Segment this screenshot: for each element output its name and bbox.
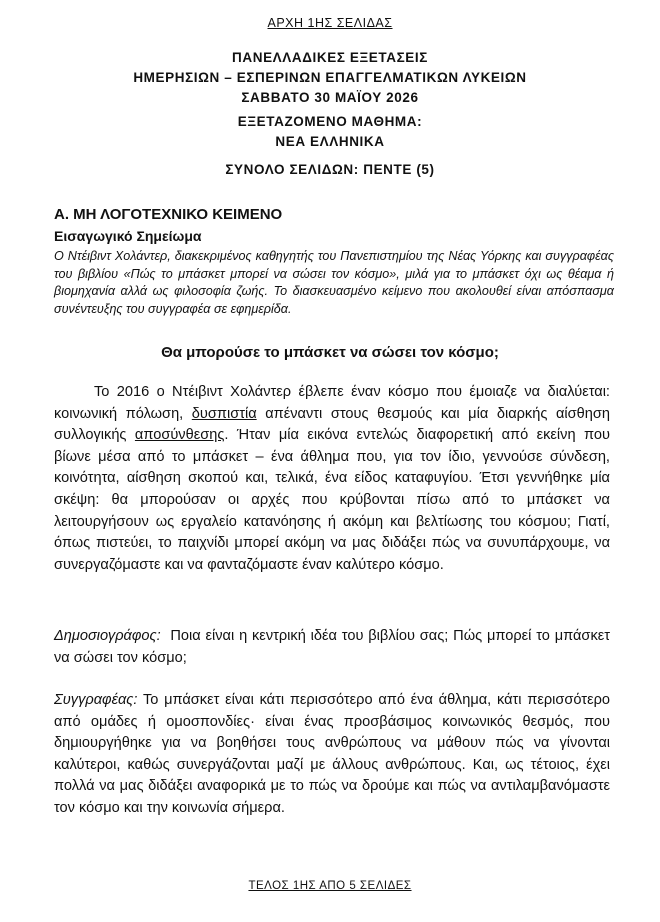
page-start-marker — [0, 16, 660, 30]
underlined-word-decomposition: αποσύνθεσης — [134, 427, 225, 444]
article-paragraph-1 — [54, 382, 610, 576]
section-title: Α. ΜΗ ΛΟΓΟΤΕΧΝΙΚΟ ΚΕΙΜΕΝΟ — [54, 206, 283, 223]
exam-date: ΣΑΒΒΑΤΟ 30 ΜΑΪΟΥ 2026 — [241, 90, 419, 105]
interview-question — [54, 626, 610, 669]
underlined-word-distrust: δυσπιστία — [191, 405, 257, 422]
paragraph-text: . Ήταν μία εικόνα εντελώς διαφορετική από εκείνη που βίωνε μέσα από το μπάσκετ – ένα άθλημα που, για τον ίδιο, γεννούσε σύνδεση, κοινότητα, αίσθηση σκοπού και, τελικά, ένα είδος καταφυγίου. Έτσι γεννήθηκε μία σκέψη: θα μπορούσαν οι αρχές που κρύβονται πίσω από το μπάσκετ να λειτουργήσουν ως εργαλείο κατανόησης ή ακόμη και βελτίωσης του κόσμου; Γιατί, όπως πιστεύει, το παιχνίδι μπορεί ακόμη να μας διδάξει πώς να συνυπάρχουμε, να συνεργαζόμαστε και να φανταζόμαστε έναν καλύτερο κόσμο. — [54, 427, 610, 573]
subject-name: ΝΕΑ ΕΛΛΗΝΙΚΑ — [275, 134, 385, 149]
page-end-text: ΤΕΛΟΣ 1ΗΣ ΑΠΟ 5 ΣΕΛΙΔΕΣ — [248, 880, 412, 892]
page-start-text: ΑΡΧΗ 1ΗΣ ΣΕΛΙΔΑΣ — [267, 16, 393, 30]
answer-text: Το μπάσκετ είναι κάτι περισσότερο από ένα άθλημα, κάτι περισσότερο από ομάδες ή ομοσπονδίες· είναι ένας προσβάσιμος κοινωνικός θεσμός, που δημιουργήθηκε για να βοηθήσει τους ανθρώπους να μάθουν πώς να γίνονται καλύτεροι, καθώς συνεργάζονται μαζί με άλλους ανθρώπους. Και, ως τέτοιος, έχει πολλά να μας διδάξει αναφορικά με το πώς να δρούμε και πώς να αντιλαμβανόμαστε τον κόσμο και την κοινωνία σήμερα. — [54, 692, 610, 816]
subject-heading — [0, 112, 660, 152]
speaker-author: Συγγραφέας: — [54, 692, 138, 708]
exam-heading — [0, 48, 660, 108]
paragraph-text: απέναντι στους θεσμούς και μία διαρκής αίσθηση συλλογικής — [54, 405, 610, 444]
page-end-marker — [0, 880, 660, 892]
article-title: Θα μπορούσε το μπάσκετ να σώσει τον κόσμο; — [161, 344, 499, 361]
question-text: Ποια είναι η κεντρική ιδέα του βιβλίου σας; Πώς μπορεί το μπάσκετ να σώσει τον κόσμο; — [54, 628, 611, 666]
paragraph-text: Το 2016 ο Ντέιβιντ Χολάντερ έβλεπε έναν κόσμο που έμοιαζε να διαλύεται: κοινωνική πόλωση, — [54, 384, 610, 422]
exam-title-line-2: ΗΜΕΡΗΣΙΩΝ – ΕΣΠΕΡΙΝΩΝ ΕΠΑΓΓΕΛΜΑΤΙΚΩΝ ΛΥΚΕΙΩΝ — [133, 70, 527, 85]
intro-title: Εισαγωγικό Σημείωμα — [54, 228, 202, 244]
exam-title-line-1: ΠΑΝΕΛΛΑΔΙΚΕΣ ΕΞΕΤΑΣΕΙΣ — [232, 50, 428, 65]
speaker-journalist: Δημοσιογράφος: — [54, 628, 161, 644]
interview-answer — [54, 690, 610, 820]
intro-text: Ο Ντέιβιντ Χολάντερ, διακεκριμένος καθηγητής του Πανεπιστημίου της Νέας Υόρκης και συγγραφέας του βιβλίου «Πώς το μπάσκετ μπορεί να σώσει τον κόσμο», μιλά για το μπάσκετ όχι ως θέαμα ή βιομηχανία αλλά ως φιλοσοφία ζωής. Το διασκευασμένο κείμενο που ακολουθεί είναι απόσπασμα συνέντευξης του συγγραφέα σε εφημερίδα. — [54, 249, 614, 316]
total-pages: ΣΥΝΟΛΟ ΣΕΛΙΔΩΝ: ΠΕΝΤΕ (5) — [225, 162, 435, 177]
subject-label: ΕΞΕΤΑΖΟΜΕΝΟ ΜΑΘΗΜΑ: — [237, 114, 423, 129]
